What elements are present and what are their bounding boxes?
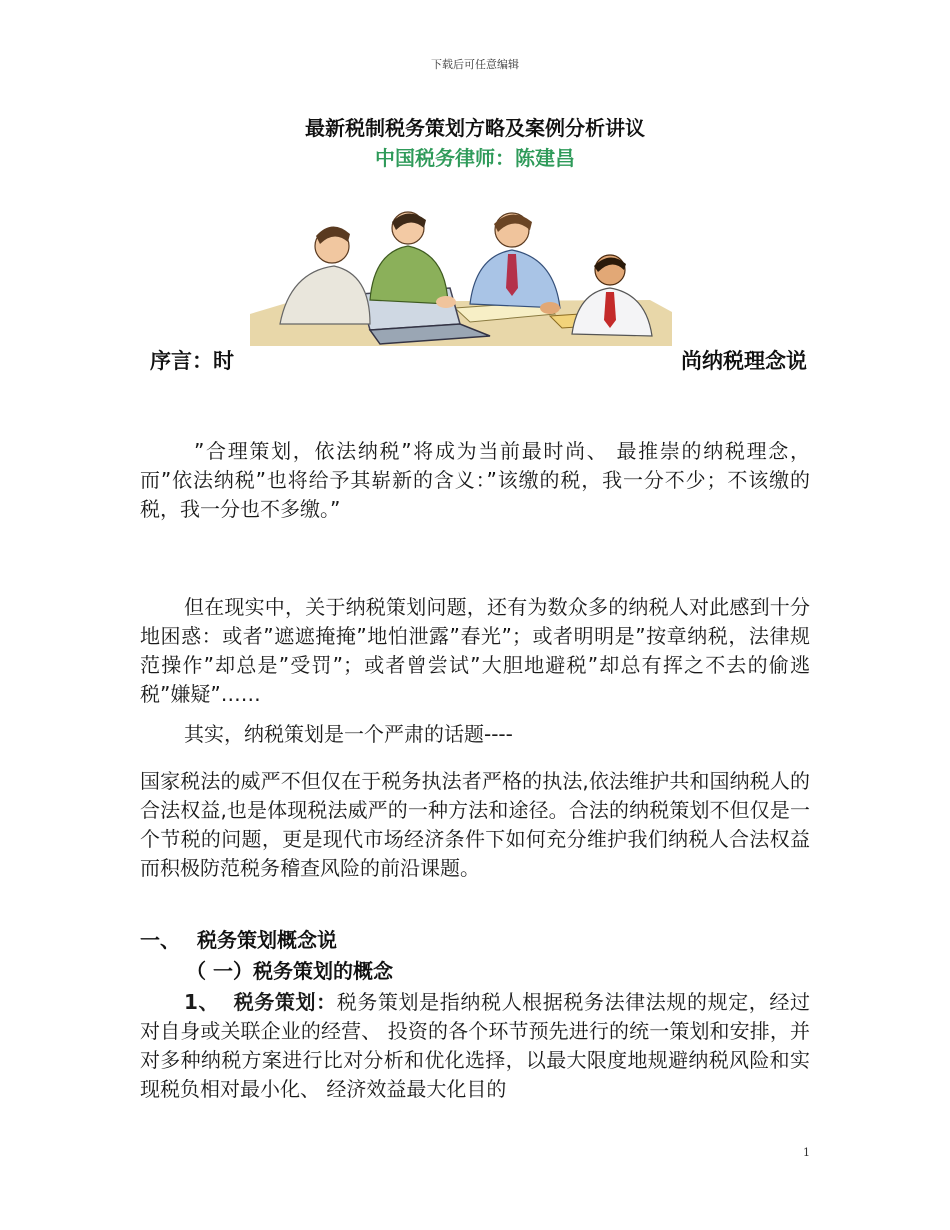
paragraph-serious-topic: 其实，纳税策划是一个严肃的话题---- (184, 722, 513, 746)
paragraph-tax-law-dignity: 国家税法的威严不但仅在于税务执法者严格的执法,依法维护共和国纳税人的合法权益,也是体现税法威严的一种方法和途径。合法的纳税策划不但仅是一个节税的问题，更是现代市场经济条件下如何充分维护我们纳税人合法权益而积极防范税务稽查风险的前沿课题。 (140, 769, 810, 880)
paragraph-tax-concept: ”合理策划，依法纳税”将成为当前最时尚、 最推崇的纳税理念，而”依法纳税”也将给予其崭新的含义：”该缴的税，我一分不少；不该缴的税，我一分也不多缴。” (140, 439, 810, 521)
paragraph-taxpayer-confusion: 但在现实中，关于纳税策划问题，还有为数众多的纳税人对此感到十分地困惑：或者”遮遮掩掩”地怕泄露”春光”；或者明明是”按章纳税，法律规范操作”却总是”受罚”；或者曾尝试”大胆地避税”却总有挥之不去的偷逃税”嫌疑”…… (140, 595, 810, 706)
preface-heading-right: 尚纳税理念说 (681, 349, 807, 373)
page-number: 1 (803, 1146, 810, 1159)
defined-term: 税务策划： (233, 990, 337, 1014)
section-title: 税务策划概念说 (197, 928, 337, 952)
preface-heading-left: 序言：时 (150, 349, 234, 373)
section-heading-1 (140, 924, 337, 953)
paragraph-definition (140, 988, 810, 1104)
section-number: 一、 (140, 928, 180, 952)
header-note: 下载后可任意编辑 (431, 58, 519, 71)
business-meeting-illustration (250, 204, 672, 346)
item-number: 1、 (184, 990, 220, 1014)
document-author: 中国税务律师：陈建昌 (375, 146, 575, 170)
document-title: 最新税制税务策划方略及案例分析讲议 (305, 116, 645, 140)
definition-text: 税务策划是指纳税人根据税务法律法规的规定，经过对自身或关联企业的经营、 投资的各个环节预先进行的统一策划和安排，并对多种纳税方案进行比对分析和优化选择，以最大限度地规避纳税风险和实现税负相对最小化、 经济效益最大化目的 (140, 990, 811, 1101)
subsection-heading: （ 一）税务策划的概念 (186, 959, 393, 983)
